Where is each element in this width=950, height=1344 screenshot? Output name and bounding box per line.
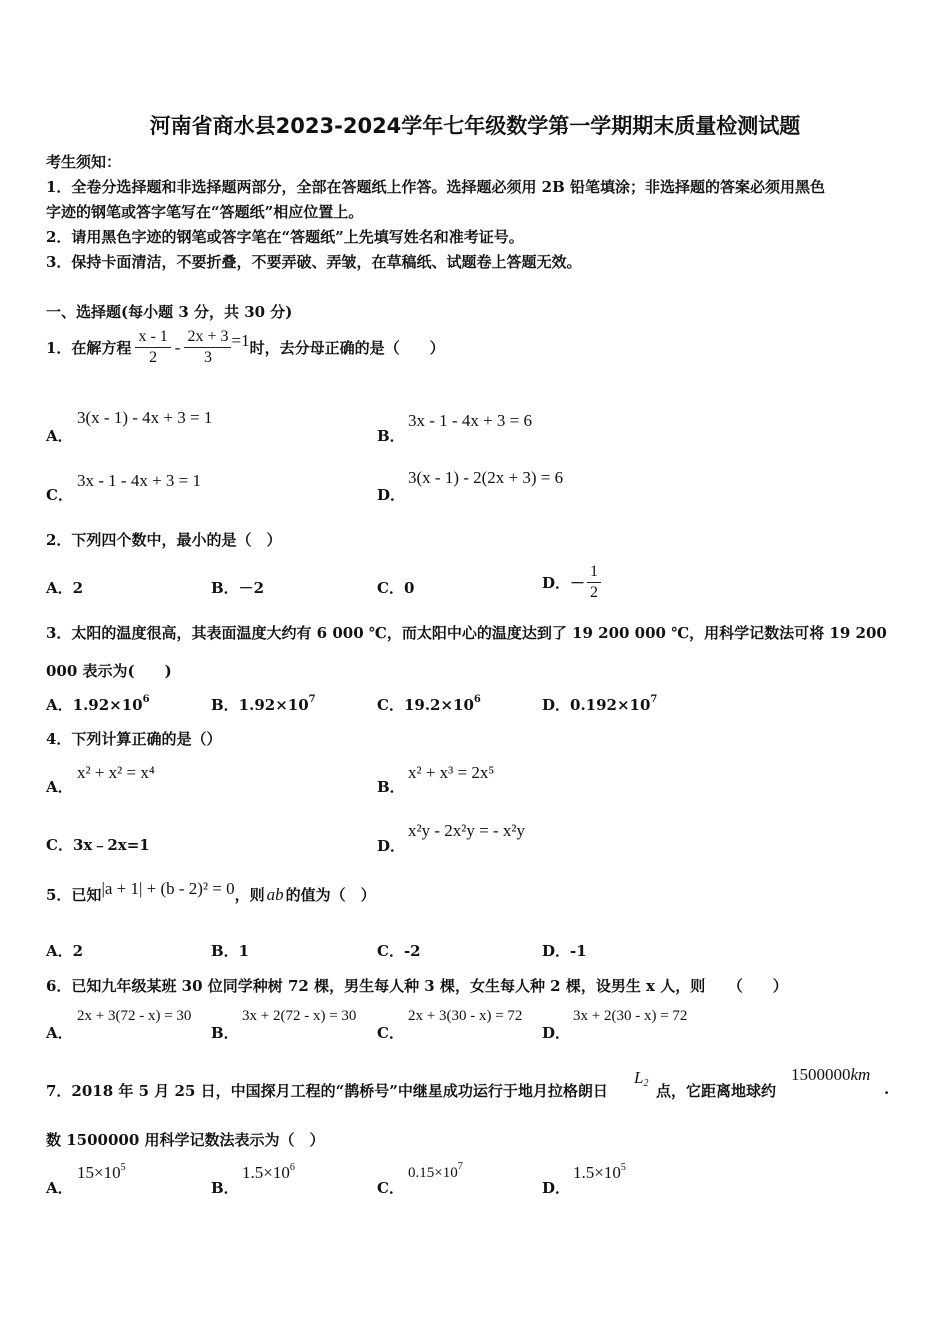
q1-equals: =1: [231, 330, 250, 350]
q3-d-text: D．0.192×10: [542, 696, 651, 714]
q2-option-a[interactable]: A．2: [46, 579, 84, 597]
q7-option-d[interactable]: [573, 1163, 626, 1183]
q5-option-c[interactable]: C．-2: [377, 942, 421, 960]
q7-L-sub: 2: [643, 1078, 649, 1089]
q3-option-b[interactable]: [211, 694, 316, 715]
q7-b-text: 1.5×10: [242, 1163, 290, 1182]
q5-suffix: 的值为（ ）: [285, 886, 376, 904]
q1-option-d[interactable]: 3(x - 1) - 2(2x + 3) = 6: [408, 468, 564, 487]
notice-item-3: 3．保持卡面清洁，不要折叠，不要弄破、弄皱，在草稿纸、试题卷上答题无效。: [46, 253, 582, 271]
q7-option-a[interactable]: [77, 1163, 126, 1183]
q7-option-c-label[interactable]: C．: [377, 1179, 404, 1197]
q6-option-c-label[interactable]: C．: [377, 1024, 404, 1042]
q7-d-text: 1.5×10: [573, 1163, 621, 1182]
q1-fraction-1-num: x - 1: [135, 327, 170, 348]
q3-b-text: B．1.92×10: [211, 696, 309, 714]
q2-d-num: 1: [587, 562, 601, 583]
q5-option-a[interactable]: A．2: [46, 942, 84, 960]
q3-option-d[interactable]: [542, 694, 657, 715]
q5-expression: |a + 1| + (b - 2)² = 0: [101, 878, 235, 898]
q1-fraction-2-den: 3: [203, 349, 212, 366]
q4-option-c[interactable]: C．3x﹣2x=1: [46, 836, 150, 854]
q4-option-d[interactable]: x²y - 2x²y = - x²y: [408, 821, 525, 840]
q5-option-d[interactable]: D．-1: [542, 942, 587, 960]
q7-option-b-label[interactable]: B．: [211, 1179, 239, 1197]
q1-option-a[interactable]: 3(x - 1) - 4x + 3 = 1: [77, 408, 213, 427]
q4-option-b-label[interactable]: B．: [377, 778, 405, 796]
q7-c-exp: 7: [457, 1161, 463, 1172]
section-heading: 一、选择题(每小题 3 分，共 30 分): [46, 303, 293, 321]
q6-option-d[interactable]: 3x + 2(30 - x) = 72: [573, 1008, 688, 1024]
q7-a-exp: 5: [120, 1162, 126, 1173]
q1-option-b[interactable]: 3x - 1 - 4x + 3 = 6: [408, 411, 532, 430]
page-title: 河南省商水县2023-2024学年七年级数学第一学期期末质量检测试题: [149, 114, 801, 138]
q2-option-d[interactable]: [542, 562, 601, 603]
q1-option-a-label[interactable]: A．: [46, 427, 73, 445]
q1-option-c-label[interactable]: C．: [46, 486, 73, 504]
q7-c-text: 0.15×10: [408, 1165, 458, 1181]
q4-option-d-label[interactable]: D．: [377, 837, 406, 855]
q7-option-d-label[interactable]: D．: [542, 1179, 571, 1197]
question-3-stem-line1: 3．太阳的温度很高，其表面温度大约有 6 000 ℃，而太阳中心的温度达到了 19 200 000 ℃，用科学记数法可将 19 200: [46, 624, 887, 642]
q1-fraction-1-den: 2: [149, 349, 158, 366]
q7-d-exp: 5: [620, 1162, 626, 1173]
q6-option-d-label[interactable]: D．: [542, 1024, 571, 1042]
q5-ab: ab: [266, 884, 284, 904]
question-6-stem: 6．已知九年级某班 30 位同学种树 72 棵，男生每人种 3 棵，女生每人种 2 棵，设男生 x 人，则 （ ）: [46, 977, 788, 995]
q7-b-exp: 6: [289, 1162, 295, 1173]
notice-item-2: 2．请用黑色字迹的钢笔或答字笔在“答题纸”上先填写姓名和准考证号。: [46, 228, 524, 246]
q2-option-d-fraction: [587, 562, 601, 603]
q2-option-c[interactable]: C．0: [377, 579, 415, 597]
question-3-stem-line2: 000 表示为( ): [46, 662, 172, 680]
q7-a-text: 15×10: [77, 1163, 121, 1182]
q4-option-a-label[interactable]: A．: [46, 778, 73, 796]
question-1-stem: [46, 327, 445, 368]
q2-d-den: 2: [590, 584, 599, 601]
q5-mid: ，则: [234, 886, 265, 904]
question-2-stem: 2．下列四个数中，最小的是（ ）: [46, 531, 282, 549]
q6-option-b[interactable]: 3x + 2(72 - x) = 30: [242, 1008, 357, 1024]
q1-suffix: 时，去分母正确的是（ ）: [249, 339, 445, 357]
q5-option-b[interactable]: B．1: [211, 942, 250, 960]
q3-a-text: A．1.92×10: [46, 696, 143, 714]
q7-option-b[interactable]: [242, 1163, 295, 1183]
q4-option-b[interactable]: x² + x³ = 2x⁵: [408, 763, 495, 782]
question-7-stem-part2: 点，它距离地球约: [656, 1082, 777, 1100]
q1-minus: -: [174, 337, 181, 357]
q4-option-a[interactable]: x² + x² = x⁴: [77, 763, 155, 782]
q3-b-exp: 7: [308, 694, 316, 705]
q1-option-b-label[interactable]: B．: [377, 427, 405, 445]
q3-option-a[interactable]: [46, 694, 150, 715]
q7-distance-unit: km: [850, 1065, 871, 1084]
q6-option-b-label[interactable]: B．: [211, 1024, 239, 1042]
q6-option-a[interactable]: 2x + 3(72 - x) = 30: [77, 1008, 192, 1024]
q1-prefix: 1．在解方程: [46, 339, 132, 357]
q1-option-c[interactable]: 3x - 1 - 4x + 3 = 1: [77, 471, 201, 490]
question-7-stem-line2: 数 1500000 用科学记数法表示为（ ）: [46, 1131, 325, 1149]
q6-option-c[interactable]: 2x + 3(30 - x) = 72: [408, 1008, 523, 1024]
q3-c-text: C．19.2×10: [377, 696, 474, 714]
q1-option-d-label[interactable]: D．: [377, 486, 406, 504]
q7-distance: [791, 1065, 870, 1085]
q7-distance-number: 1500000: [791, 1065, 851, 1084]
question-5-stem: [46, 878, 376, 905]
q7-option-c[interactable]: [408, 1161, 463, 1182]
notice-item-1: 1．全卷分选择题和非选择题两部分，全部在答题纸上作答。选择题必须用 2B 铅笔填涂；非选择题的答案必须用黑色: [46, 178, 826, 196]
q3-c-exp: 6: [473, 694, 481, 705]
q2-option-b[interactable]: B．－2: [211, 579, 265, 597]
q1-fraction-1: [135, 327, 170, 368]
q1-fraction-2-num: 2x + 3: [184, 327, 231, 348]
q3-option-c[interactable]: [377, 694, 481, 715]
q1-fraction-2: [184, 327, 231, 368]
q2-option-d-label: D．－: [542, 574, 586, 592]
q5-prefix: 5．已知: [46, 886, 102, 904]
notice-item-1-cont: 字迹的钢笔或答字笔写在“答题纸”相应位置上。: [46, 203, 364, 221]
q6-option-a-label[interactable]: A．: [46, 1024, 73, 1042]
question-4-stem: 4．下列计算正确的是（）: [46, 730, 222, 748]
notice-heading: 考生须知：: [46, 153, 122, 171]
q7-L: L: [634, 1068, 644, 1087]
q7-period: .: [884, 1080, 890, 1098]
q3-d-exp: 7: [650, 694, 658, 705]
question-7-stem-part1: 7．2018 年 5 月 25 日，中国探月工程的“鹊桥号”中继星成功运行于地月拉格朗日: [46, 1082, 608, 1100]
q7-option-a-label[interactable]: A．: [46, 1179, 73, 1197]
q7-lagrange-point: [634, 1068, 648, 1088]
q3-a-exp: 6: [142, 694, 150, 705]
